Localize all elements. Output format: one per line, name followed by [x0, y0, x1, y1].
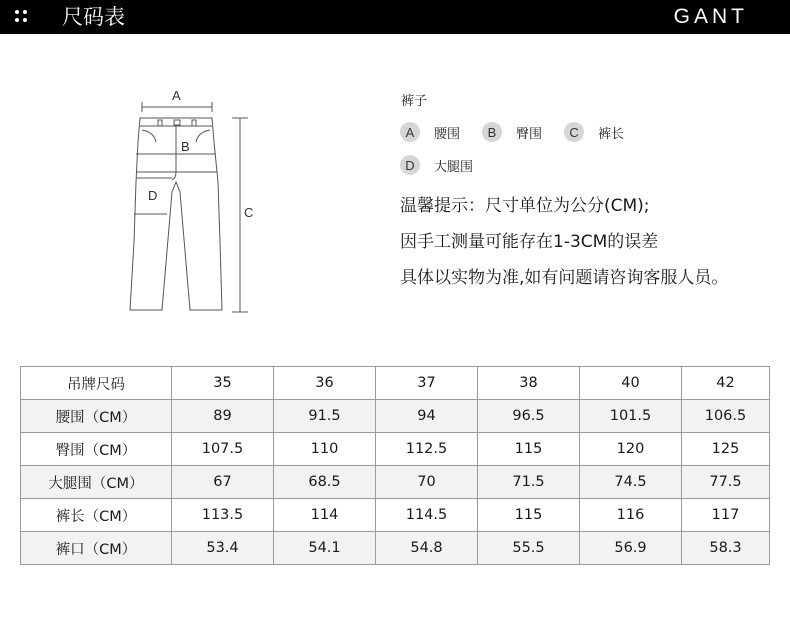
- legend-item-b: [482, 122, 542, 142]
- table-cell: 91.5: [274, 400, 376, 433]
- legend-row-2: [400, 155, 780, 175]
- table-row: [21, 433, 770, 466]
- legend-badge-d: D: [400, 155, 420, 175]
- legend-label-c: 裤长: [598, 126, 625, 142]
- table-cell: 53.4: [172, 532, 274, 565]
- table-cell: 110: [274, 433, 376, 466]
- table-cell: 107.5: [172, 433, 274, 466]
- table-cell: 54.8: [376, 532, 478, 565]
- label-b: B: [181, 139, 190, 154]
- table-cell: 裤口（CM）: [21, 532, 172, 565]
- legend-label-d: 大腿围: [434, 159, 474, 175]
- info-panel: [400, 92, 780, 296]
- label-d: D: [148, 188, 158, 203]
- table-cell: 89: [172, 400, 274, 433]
- table-cell: 55.5: [478, 532, 580, 565]
- table-cell: 96.5: [478, 400, 580, 433]
- table-cell: 38: [478, 367, 580, 400]
- table-cell: 吊牌尺码: [21, 367, 172, 400]
- menu-dots-icon[interactable]: [15, 10, 29, 24]
- header-bar: [0, 0, 790, 34]
- table-cell: 42: [682, 367, 770, 400]
- tip-line-2: 因手工测量可能存在1-3CM的误差: [400, 232, 659, 252]
- table-cell: 54.1: [274, 532, 376, 565]
- table-cell: 114.5: [376, 499, 478, 532]
- table-cell: 94: [376, 400, 478, 433]
- pants-diagram: [120, 82, 260, 322]
- table-cell: 77.5: [682, 466, 770, 499]
- tip-line-3: 具体以实物为准,如有问题请咨询客服人员。: [400, 268, 729, 288]
- legend-badge-c: C: [564, 122, 584, 142]
- table-cell: 56.9: [580, 532, 682, 565]
- table-cell: 71.5: [478, 466, 580, 499]
- table-cell: 40: [580, 367, 682, 400]
- table-cell: 115: [478, 499, 580, 532]
- size-table: [20, 366, 770, 565]
- table-cell: 115: [478, 433, 580, 466]
- table-cell: 113.5: [172, 499, 274, 532]
- legend-item-a: [400, 122, 460, 142]
- label-a: A: [172, 88, 181, 103]
- tip-line-1: 温馨提示：尺寸单位为公分(CM);: [400, 196, 650, 216]
- table-cell: 大腿围（CM）: [21, 466, 172, 499]
- page-title: 尺码表: [62, 5, 125, 29]
- table-row: [21, 367, 770, 400]
- table-row: [21, 532, 770, 565]
- table-cell: 120: [580, 433, 682, 466]
- category-title: 裤子: [401, 94, 428, 109]
- legend-label-a: 腰围: [434, 126, 461, 142]
- table-cell: 116: [580, 499, 682, 532]
- table-cell: 67: [172, 466, 274, 499]
- table-cell: 35: [172, 367, 274, 400]
- table-cell: 70: [376, 466, 478, 499]
- table-cell: 臀围（CM）: [21, 433, 172, 466]
- legend-item-d: [400, 155, 473, 175]
- table-row: [21, 466, 770, 499]
- table-cell: 58.3: [682, 532, 770, 565]
- table-cell: 114: [274, 499, 376, 532]
- table-cell: 68.5: [274, 466, 376, 499]
- table-cell: 74.5: [580, 466, 682, 499]
- legend-badge-b: B: [482, 122, 502, 142]
- table-cell: 腰围（CM）: [21, 400, 172, 433]
- table-cell: 101.5: [580, 400, 682, 433]
- table-cell: 106.5: [682, 400, 770, 433]
- label-c: C: [244, 205, 254, 220]
- brand-logo: GANT: [673, 5, 748, 28]
- table-cell: 裤长（CM）: [21, 499, 172, 532]
- table-cell: 125: [682, 433, 770, 466]
- table-cell: 37: [376, 367, 478, 400]
- legend-item-c: [564, 122, 624, 142]
- legend-label-b: 臀围: [516, 126, 543, 142]
- table-row: [21, 499, 770, 532]
- table-cell: 112.5: [376, 433, 478, 466]
- legend-badge-a: A: [400, 122, 420, 142]
- legend-row-1: [400, 122, 780, 142]
- table-row: [21, 400, 770, 433]
- table-cell: 36: [274, 367, 376, 400]
- table-cell: 117: [682, 499, 770, 532]
